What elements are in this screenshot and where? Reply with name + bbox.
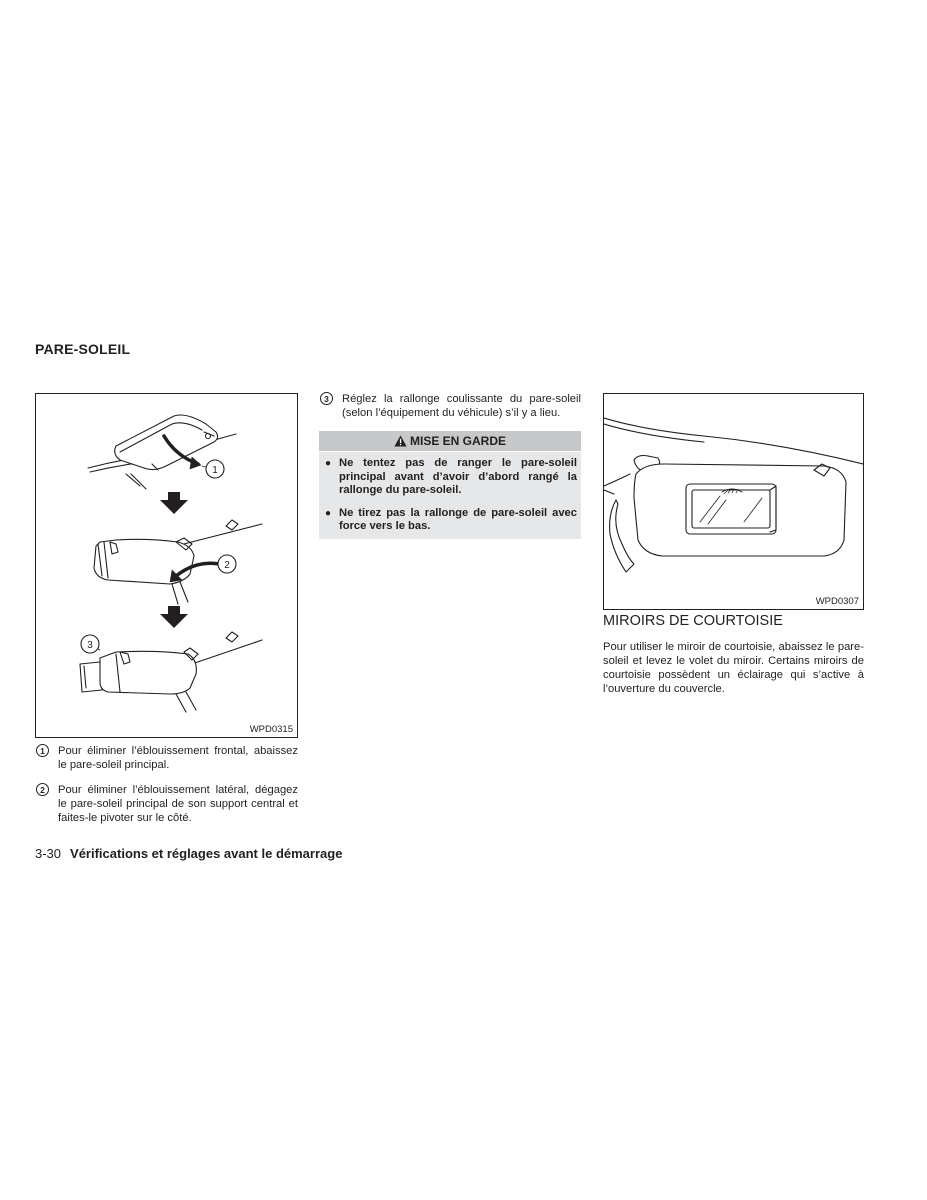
bullet-text: Ne tentez pas de ranger le pare-soleil principal avant d’avoir d’abord rangé la rallonge du pare-soleil.: [339, 457, 577, 496]
mirrors-paragraph: Pour utiliser le miroir de courtoisie, abaissez le pare-soleil et levez le volet du miroir. Certains miroirs de courtoisie possèdent un éclairage qui s’active à l’ouverture du couvercle.: [603, 641, 864, 695]
warning-bullet: [323, 457, 577, 498]
sun-visor-illustration: [36, 394, 297, 737]
step-number: 1: [36, 744, 49, 757]
bullet-dot-icon: ●: [325, 458, 332, 469]
bullet-dot-icon: ●: [325, 507, 332, 519]
page-number: 3-30: [35, 846, 62, 861]
vanity-mirror-illustration: [604, 394, 863, 609]
section-title: PARE-SOLEIL: [35, 341, 131, 357]
figure-code: WPD0315: [249, 724, 293, 735]
page-footer: [35, 846, 342, 861]
warning-header: [319, 431, 581, 451]
sun-visor-operation-figure: [35, 393, 298, 738]
step-3: [320, 392, 581, 420]
step-1: [36, 744, 298, 772]
step-number: 3: [320, 392, 333, 405]
chapter-title: Vérifications et réglages avant le démarrage: [70, 846, 343, 861]
mirrors-title: MIROIRS DE COURTOISIE: [603, 613, 783, 629]
callout-1: 1: [212, 465, 218, 476]
bullet-text: Ne tirez pas la rallonge de pare-soleil avec force vers le bas.: [339, 506, 577, 532]
warning-body: [319, 452, 581, 539]
warning-bullet: [323, 507, 577, 534]
callout-2: 2: [224, 560, 230, 571]
callout-3: 3: [87, 640, 93, 651]
warning-triangle-icon: [394, 435, 407, 447]
warning-title: MISE EN GARDE: [409, 434, 506, 448]
step-text: Réglez la rallonge coulissante du pare-soleil (selon l’équipement du véhicule) s’il y a lieu.: [342, 393, 581, 419]
step-text: Pour éliminer l’éblouissement latéral, dégagez le pare-soleil principal de son support central et faites-le pivoter sur le côté.: [58, 784, 298, 824]
step-number: 2: [36, 783, 49, 796]
figure-code: WPD0307: [815, 596, 859, 607]
step-2: [36, 783, 298, 825]
step-text: Pour éliminer l’éblouissement frontal, abaissez le pare-soleil principal.: [58, 745, 298, 771]
vanity-mirror-figure: [603, 393, 864, 610]
